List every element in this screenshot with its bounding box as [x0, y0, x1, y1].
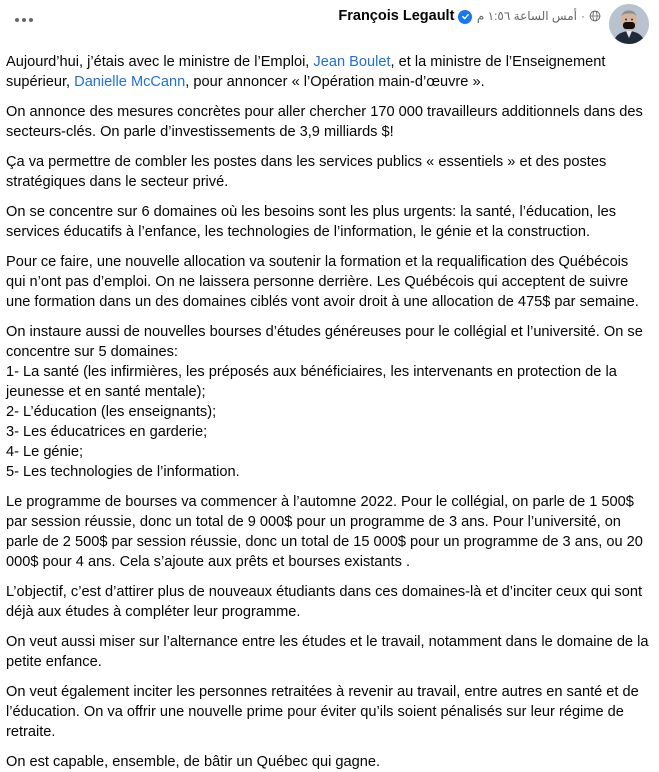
post-paragraph: On est capable, ensemble, de bâtir un Québec qui gagne. [6, 754, 381, 770]
post-paragraph: On veut aussi miser sur l’alternance entre les études et le travail, notamment dans le domaine de la petite enfance. [6, 634, 649, 670]
author-block [338, 6, 601, 25]
post-paragraph: On se concentre sur 6 domaines où les besoins sont les plus urgents: la santé, l’éducation, les services éducatifs à l’enfance, les technologies de l’information, le génie et la construction. [6, 204, 617, 240]
post-paragraph: L’objectif, c’est d’attirer plus de nouveaux étudiants dans ces domaines-là et d’inciter ceux qui sont déjà aux études à compléter leur programme. [6, 584, 643, 620]
more-horizontal-icon [15, 18, 33, 22]
post-meta [477, 9, 601, 23]
list-item: 2- L’éducation (les enseignants); [6, 404, 217, 420]
avatar-image [609, 4, 649, 44]
domains-intro: On instaure aussi de nouvelles bourses d’études généreuses pour le collégial et l’université. On se concentre sur 5 domaines: [6, 324, 643, 360]
post-paragraph: Ça va permettre de combler les postes dans les services publics « essentiels » et des postes stratégiques dans le secteur privé. [6, 154, 607, 190]
post-paragraph: On veut également inciter les personnes retraitées à revenir au travail, entre autres en santé et de l’éducation. On va offrir une nouvelle prime pour éviter qu’ils soient pénalisés sur leur régime de retraite. [6, 684, 639, 740]
mention-link-danielle-mccann[interactable]: Danielle McCann [74, 74, 186, 90]
list-item: 4- Le génie; [6, 444, 84, 460]
more-options-button[interactable] [10, 10, 38, 30]
post-paragraph: Aujourd’hui, j’étais avec le ministre de l’Emploi, Jean Boulet, et la ministre de l’Enseignement supérieur, Danielle McCann, pour annoncer « l’Opération main-d’œuvre ». [6, 54, 606, 90]
globe-icon [589, 10, 601, 22]
avatar[interactable] [609, 4, 649, 44]
verified-badge-icon [458, 10, 472, 24]
mention-link-jean-boulet[interactable]: Jean Boulet [313, 54, 391, 70]
list-item: 5- Les technologies de l’information. [6, 464, 240, 480]
list-item: 1- La santé (les infirmières, les préposés aux bénéficiaires, les intervenants en protection de la jeunesse et en santé mentale); [6, 364, 617, 400]
post-paragraph: Le programme de bourses va commencer à l’automne 2022. Pour le collégial, on parle de 1 500$ par session réussie, donc un total de 9 000$ pour un programme de 3 ans. Pour l’université, on parle de 2 500$ par session réussie, donc un total de 15 000$ pour un programme de 3 ans, ou 20 000$ pour 4 ans. Cela s’ajoute aux prêts et bourses existants . [6, 494, 643, 570]
list-item: 3- Les éducatrices en garderie; [6, 424, 208, 440]
meta-separator: · [581, 9, 585, 23]
post-header [0, 0, 659, 52]
author-name-row [338, 8, 472, 25]
post-paragraph: On annonce des mesures concrètes pour aller chercher 170 000 travailleurs additionnels dans des secteurs-clés. On parle d’investissements de 3,9 milliards $! [6, 104, 643, 140]
post-paragraph-domains [6, 322, 649, 482]
author-name[interactable]: François Legault [338, 8, 455, 24]
post-paragraph: Pour ce faire, une nouvelle allocation va soutenir la formation et la requalification des Québécois qui n’ont pas d’emploi. On ne laissera personne derrière. Les Québécois qui acceptent de suivre une formation dans un des domaines ciblés vont avoir droit à une allocation de 475$ par semaine. [6, 254, 639, 310]
post-body [0, 52, 659, 772]
post-timestamp[interactable]: أمس الساعة ١:٥٦ م [476, 9, 577, 23]
